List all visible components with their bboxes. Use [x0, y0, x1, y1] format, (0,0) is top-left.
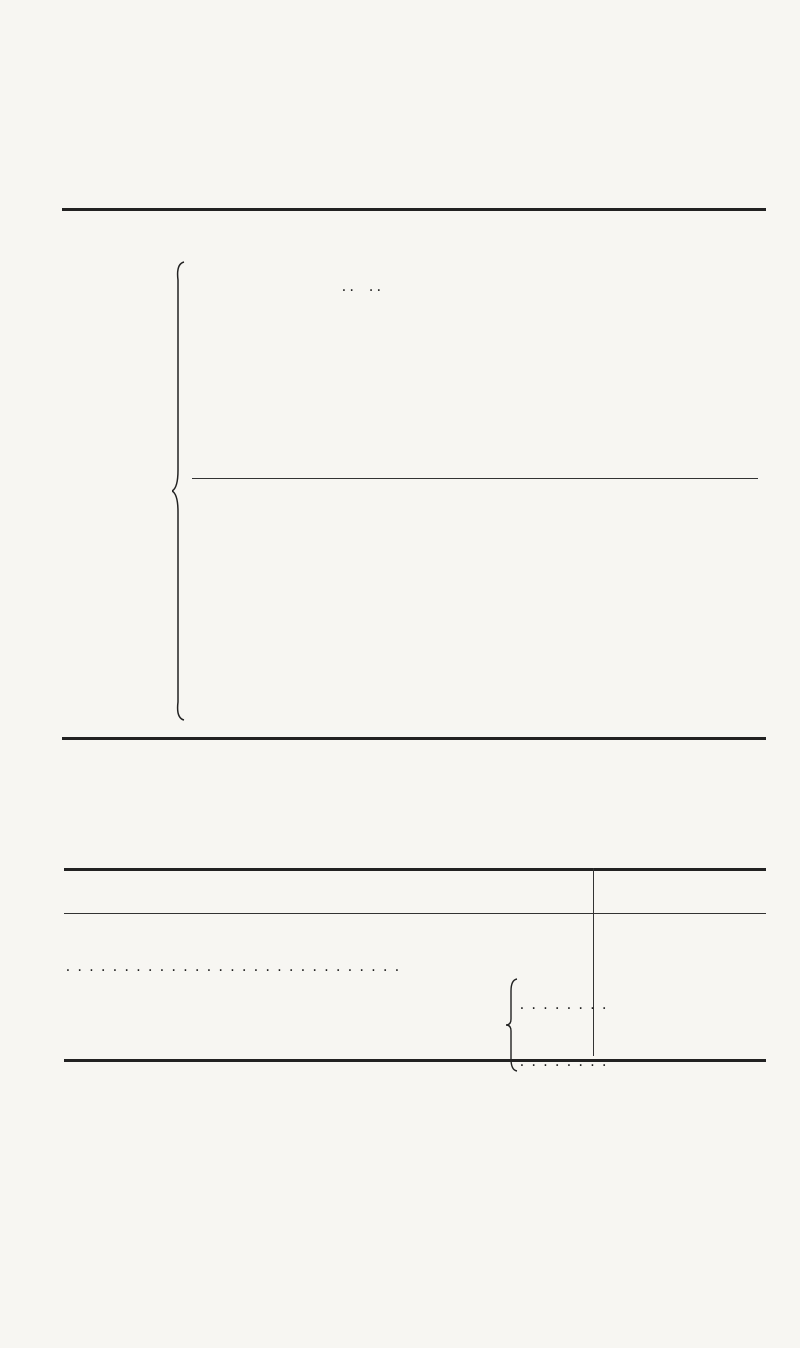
row-act-1901: . . . . . . . . . . . . . . . . . . . . . . . . . . . . .	[66, 958, 401, 975]
notified-line-2: . . . . . . . .	[520, 996, 609, 1013]
reports-line-3: . . . . . . . .	[520, 1053, 609, 1070]
side-label	[70, 266, 170, 721]
side-brace	[172, 260, 186, 722]
column-divider	[593, 868, 594, 1056]
section-divider	[192, 478, 758, 479]
action-brace	[506, 977, 518, 1073]
header-divider	[64, 913, 766, 914]
